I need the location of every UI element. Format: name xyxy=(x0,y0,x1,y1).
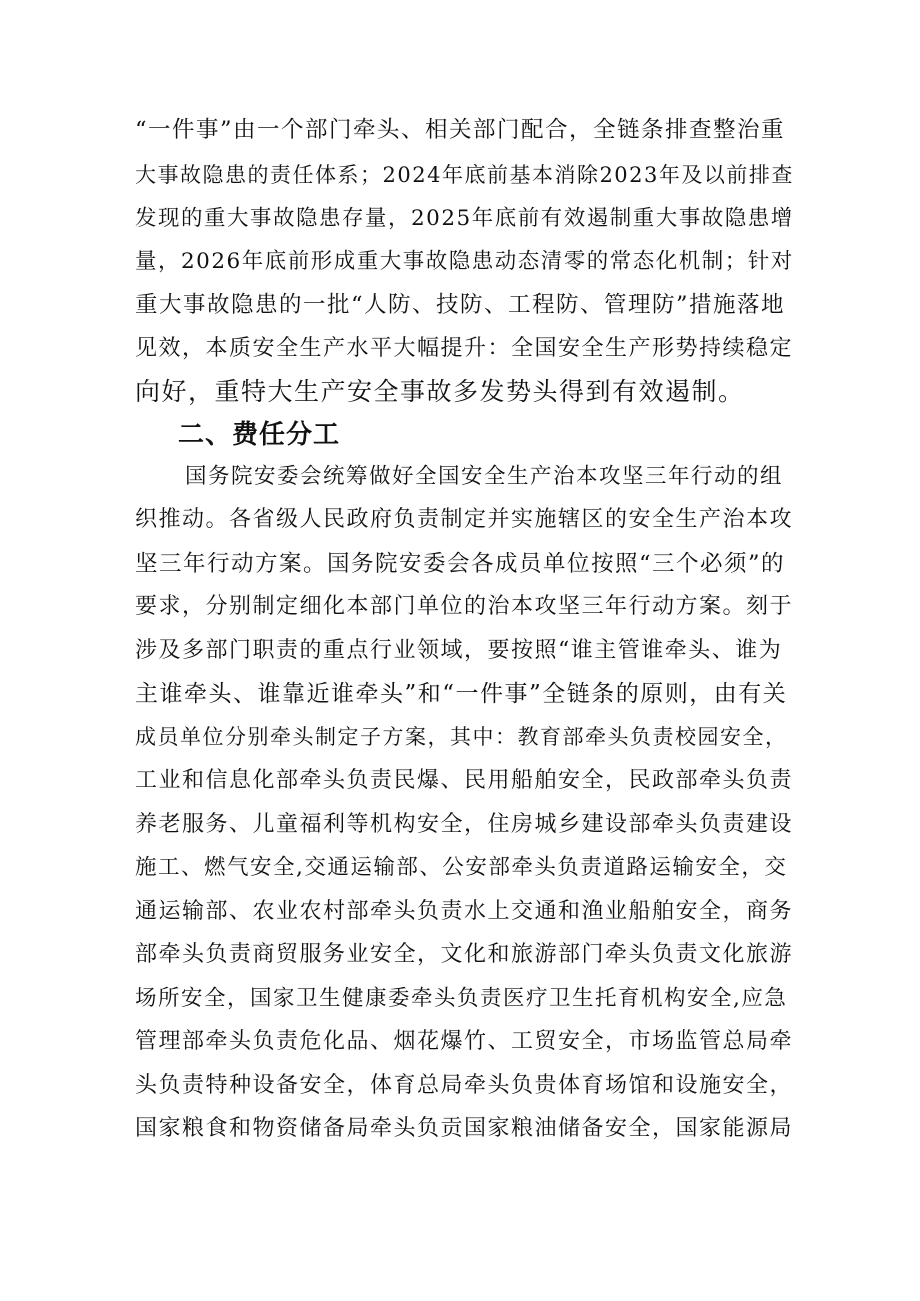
paragraph-line: 大事故隐患的责任体系；2024年底前基本消除2023年及以前排查 xyxy=(135,163,794,187)
paragraph-line: 发现的重大事故隐患存量，2025年底前有效遏制重大事故隐患增 xyxy=(135,206,794,231)
paragraph-line: 通运输部、农业农村部牵头负责水上交通和渔业船舶安全，商务 xyxy=(135,899,794,924)
paragraph-line: 部牵头负责商贸服务业安全，文化和旅游部门牵头负责文化旅游 xyxy=(135,942,794,967)
paragraph-line: 量，2026年底前形成重大事故隐患动态清零的常态化机制；针对 xyxy=(135,249,794,274)
paragraph-line: 织推动。各省级人民政府负责制定并实施辖区的安全生产治本攻 xyxy=(135,507,794,532)
paragraph-line: 场所安全，国家卫生健康委牵头负责医疗卫生托育机构安全,应急 xyxy=(135,986,788,1011)
paragraph-line: 施工、燃气安全,交通运输部、公安部牵头负责道路运输安全，交 xyxy=(135,855,788,880)
paragraph-line: 养老服务、儿童福利等机构安全，住房城乡建设部牵头负责建设 xyxy=(135,812,794,837)
section-heading: 二、费任分工 xyxy=(178,420,341,450)
paragraph-line: 头负责特种设备安全，体育总局牵头负贵体育场馆和设施安全， xyxy=(135,1073,794,1098)
paragraph-line: 国务院安委会统筹做好全国安全生产治本攻坚三年行动的组 xyxy=(185,464,784,489)
paragraph-line: 工业和信息化部牵头负责民爆、民用船舶安全，民政部牵头负责 xyxy=(135,768,794,793)
paragraph-line: 管理部牵头负责危化品、烟花爆竹、工贸安全，市场监管总局牵 xyxy=(135,1029,794,1054)
paragraph-line: 成员单位分别牵头制定子方案，其中：教育部牵头负责校园安全， xyxy=(135,725,788,749)
paragraph-line: 要求，分别制定细化本部门单位的治本攻坚三年行动方案。刻于 xyxy=(135,594,794,619)
paragraph-line: 涉及多部门职责的重点行业领域，要按照“谁主管谁牵头、谁为 xyxy=(135,638,783,663)
paragraph-line: 国家粮食和物资储备局牵头负贡国家粮油储备安全，国家能源局 xyxy=(135,1116,794,1141)
paragraph-line: 主谁牵头、谁靠近谁牵头”和“一件事”全链条的原则，由有关 xyxy=(135,681,788,707)
paragraph-line: 向好，重特大生产安全事故多发势头得到有效遏制。 xyxy=(135,377,745,406)
paragraph-line: “一件事”由一个部门牵头、相关部门配合，全链条排查整治重 xyxy=(135,117,786,143)
paragraph-line: 坚三年行动方案。国务院安委会各成员单位按照“三个必须”的 xyxy=(135,551,786,577)
paragraph-line: 见效，本质安全生产水平大幅提升：全国安全生产形势持续稳定 xyxy=(135,336,794,361)
paragraph-line: 重大事故隐患的一批“人防、技防、工程防、管理防”措施落地 xyxy=(135,292,786,318)
